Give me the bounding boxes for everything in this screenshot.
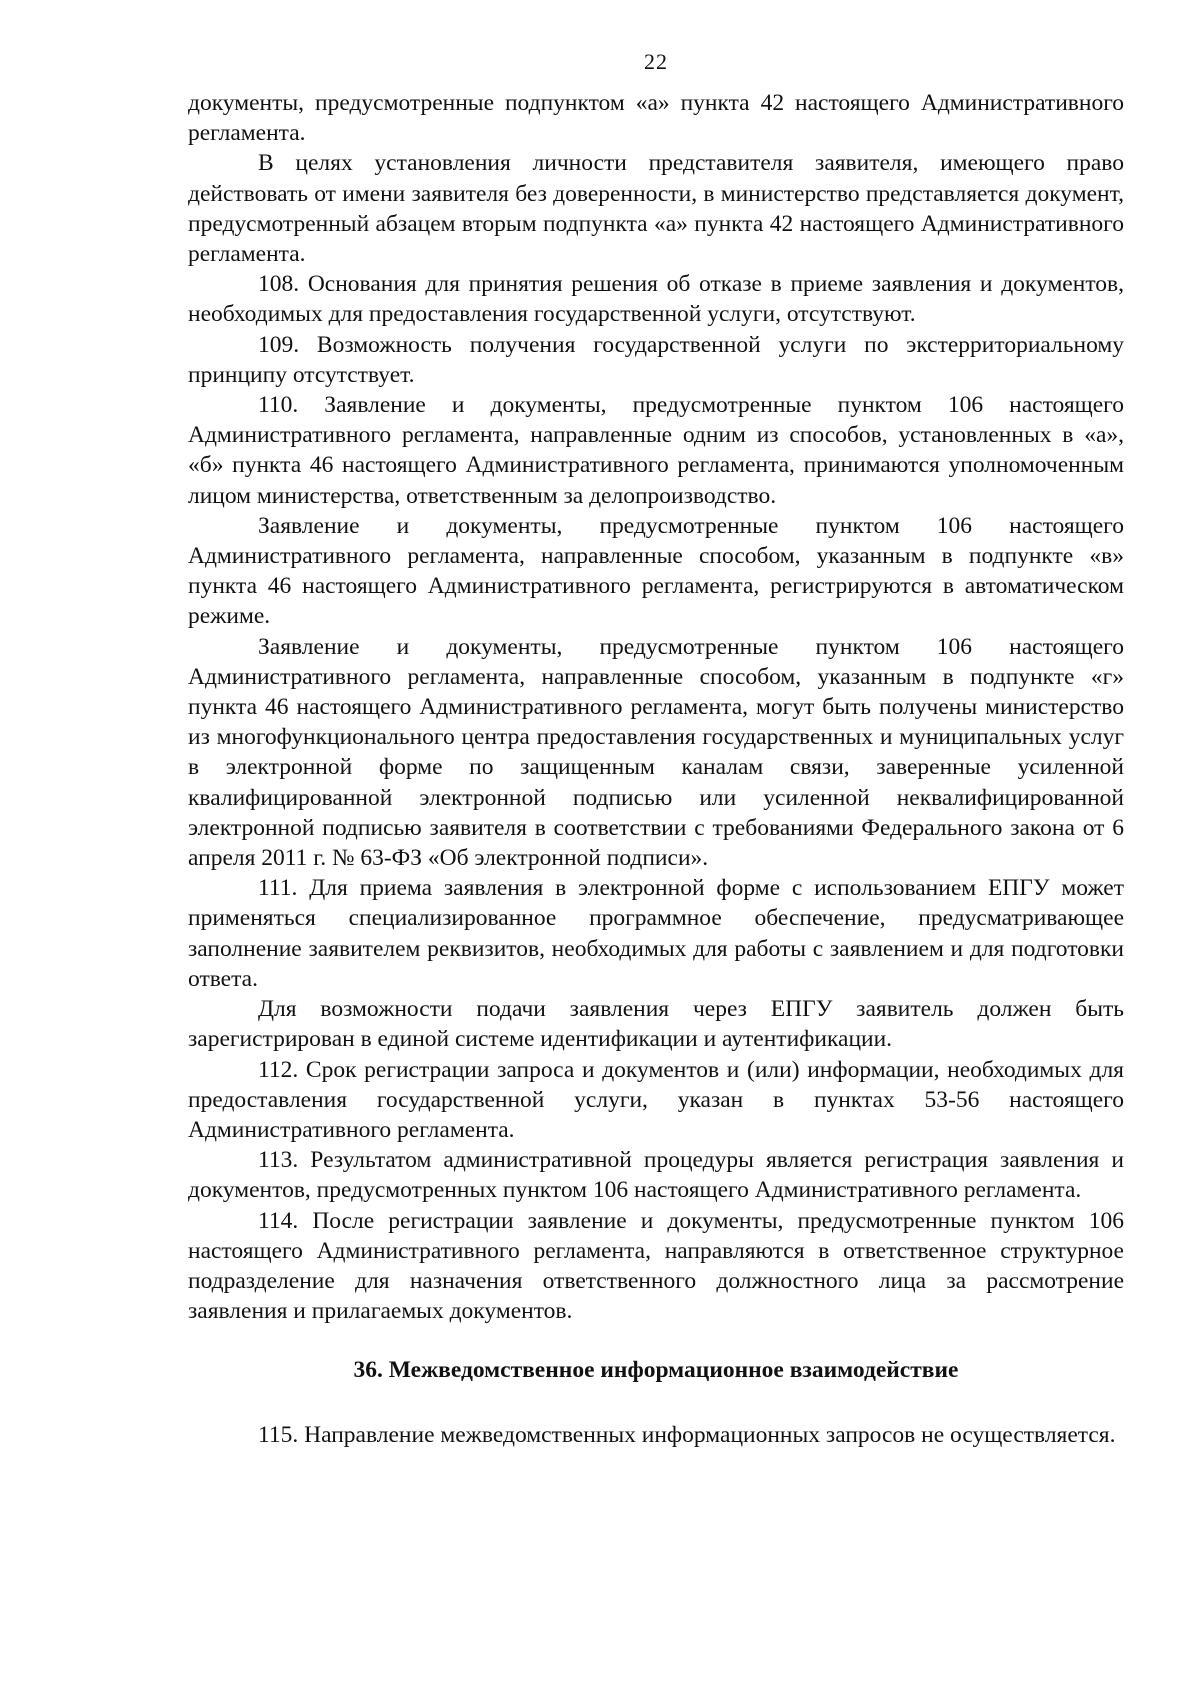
paragraph: Заявление и документы, предусмотренные пунктом 106 настоящего Административного регламента, направленные способом, указанным в подпункте «в» пункта 46 настоящего Административного регламента, регистрируются в автоматическом режиме. bbox=[188, 512, 1124, 630]
paragraph-113: 113. Результатом административной процедуры является регистрация заявления и документов, предусмотренных пунктом 106 настоящего Административного регламента. bbox=[188, 1147, 1124, 1204]
paragraph-112: 112. Срок регистрации запроса и документов и (или) информации, необходимых для предоставления государственной услуги, указан в пунктах 53-56 настоящего Административного регламента. bbox=[188, 1056, 1124, 1143]
page-number: 22 bbox=[644, 49, 668, 74]
paragraph-110: 110. Заявление и документы, предусмотренные пунктом 106 настоящего Административного регламента, направленные одним из способов, установленных в «а», «б» пункта 46 настоящего Административного регламента, принимаются уполномоченным лицом министерства, ответственным за делопроизводство. bbox=[188, 392, 1124, 509]
paragraph: Для возможности подачи заявления через ЕПГУ заявитель должен быть зарегистрирован в единой системе идентификации и аутентификации. bbox=[188, 996, 1124, 1053]
paragraphs-after-heading bbox=[188, 1420, 1124, 1450]
section-heading: 36. Межведомственное информационное взаимодействие bbox=[353, 1357, 959, 1384]
paragraph: В целях установления личности представителя заявителя, имеющего право действовать от имени заявителя без доверенности, в министерство представляется документ, предусмотренный абзацем вторым подпункта «а» пункта 42 настоящего Административного регламента. bbox=[188, 150, 1124, 268]
paragraph-109: 109. Возможность получения государственной услуги по экстерриториальному принципу отсутствует. bbox=[188, 331, 1124, 388]
paragraph-114: 114. После регистрации заявление и документы, предусмотренные пунктом 106 настоящего Административного регламента, направляются в ответственное структурное подразделение для назначения ответственного должностного лица за рассмотрение заявления и прилагаемых документов. bbox=[188, 1207, 1124, 1325]
paragraph: документы, предусмотренные подпунктом «а» пункта 42 настоящего Административного регламента. bbox=[188, 90, 1124, 147]
paragraph-108: 108. Основания для принятия решения об отказе в приеме заявления и документов, необходимых для предоставления государственной услуги, отсутствуют. bbox=[188, 271, 1124, 328]
paragraphs-before-heading bbox=[188, 88, 1124, 1326]
paragraph-115: 115. Направление межведомственных информационных запросов не осуществляется. bbox=[258, 1422, 1116, 1449]
paragraph: Заявление и документы, предусмотренные пунктом 106 настоящего Административного регламента, направленные способом, указанным в подпункте «г» пункта 46 настоящего Административного регламента, могут быть получены министерство из многофункционального центра предоставления государственных и муниципальных услуг в электронной форме по защищенным каналам связи, заверенные усиленной квалифицированной электронной подписью или усиленной неквалифицированной электронной подписью заявителя в соответствии с требованиями Федерального закона от 6 апреля 2011 г. № 63-ФЗ «Об электронной подписи». bbox=[188, 633, 1124, 872]
paragraph-111: 111. Для приема заявления в электронной форме с использованием ЕПГУ может применяться специализированное программное обеспечение, предусматривающее заполнение заявителем реквизитов, необходимых для работы с заявлением и для подготовки ответа. bbox=[188, 875, 1124, 992]
document-page bbox=[188, 48, 1124, 1451]
